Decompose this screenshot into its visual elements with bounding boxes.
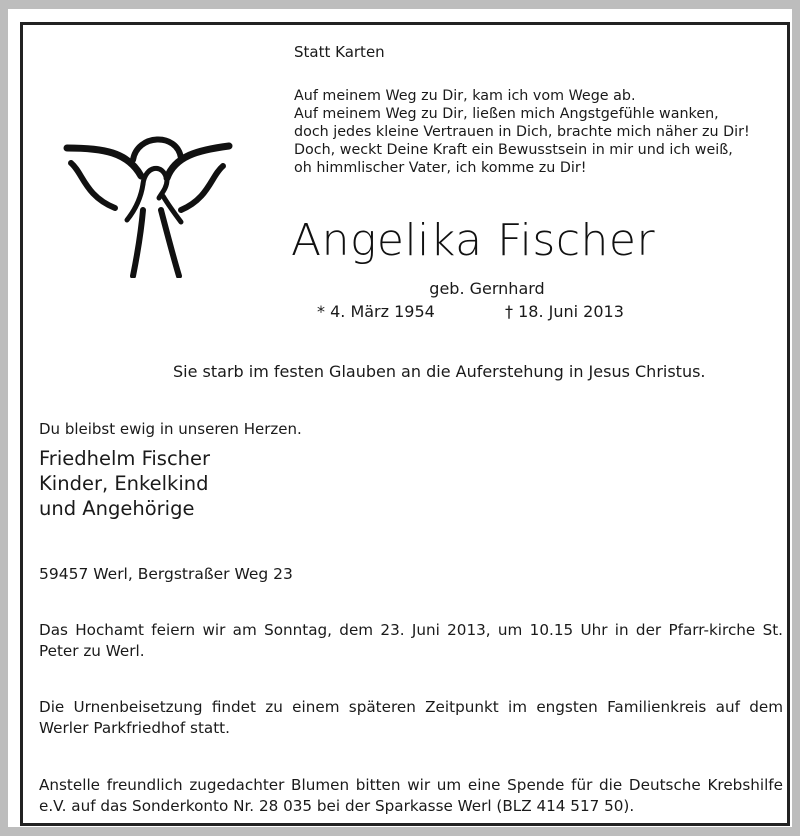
poem-line: Auf meinem Weg zu Dir, ließen mich Angstgefühle wanken,: [294, 106, 719, 122]
mourner-line: Kinder, Enkelkind: [39, 472, 209, 495]
faith-line: Sie starb im festen Glauben an die Auferstehung in Jesus Christus.: [173, 362, 706, 381]
poem-line: oh himmlischer Vater, ich komme zu Dir!: [294, 160, 587, 176]
mourner-line: und Angehörige: [39, 497, 195, 520]
birth-date: * 4. März 1954: [317, 302, 435, 321]
donation-info: Anstelle freundlich zugedachter Blumen bitten wir um eine Spende für die Deutsche Krebshilfe e.V. auf das Sonderkonto Nr. 28 035 bei der Sparkasse Werl (BLZ 414 517 50).: [39, 776, 783, 815]
poem: [294, 87, 750, 177]
birth-name: geb. Gernhard: [429, 279, 545, 298]
address: 59457 Werl, Bergstraßer Weg 23: [39, 565, 293, 583]
page-background: [8, 9, 792, 827]
obituary-notice: [20, 22, 790, 826]
death-date: † 18. Juni 2013: [505, 302, 624, 321]
farewell-line: Du bleibst ewig in unseren Herzen.: [39, 420, 302, 438]
header-statt-karten: Statt Karten: [294, 43, 385, 61]
mourners: [39, 446, 210, 521]
burial-info: Die Urnenbeisetzung findet zu einem späteren Zeitpunkt im engsten Familienkreis auf dem Werler Parkfriedhof statt.: [39, 698, 783, 737]
deceased-name: Angelika Fischer: [291, 215, 656, 266]
mourner-line: Friedhelm Fischer: [39, 447, 211, 470]
angel-icon: [63, 118, 253, 278]
poem-line: Auf meinem Weg zu Dir, kam ich vom Wege ab.: [294, 88, 636, 104]
poem-line: doch jedes kleine Vertrauen in Dich, brachte mich näher zu Dir!: [294, 124, 750, 140]
poem-line: Doch, weckt Deine Kraft ein Bewusstsein in mir und ich weiß,: [294, 142, 733, 158]
service-info: Das Hochamt feiern wir am Sonntag, dem 23. Juni 2013, um 10.15 Uhr in der Pfarr-kirche St. Peter zu Werl.: [39, 621, 783, 660]
